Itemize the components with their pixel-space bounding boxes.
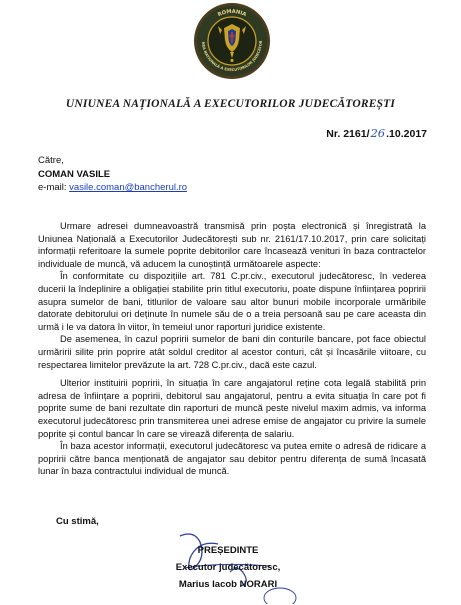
salutation: Către,: [38, 155, 64, 166]
reference-number-handwritten: 26: [370, 126, 386, 140]
signature-block: [163, 542, 293, 593]
organization-title: UNIUNEA NAȚIONALĂ A EXECUTORILOR JUDECĂTOREȘTI: [65, 98, 396, 110]
svg-text:UNIUNEA NAȚIONALĂ A EXECUTORIL: NEA NAȚIONALĂ A EXECUTORILOR JUDECĂTOR: [200, 40, 264, 73]
paragraph: De asemenea, în cazul popririi sumelor de bani din conturile bancare, pot face obiectul urmăririi silite prin poprire atât soldul creditor al acestor conturi, cât și încasările viitoare, cu respectarea limitelor prevăzute la art. 728 C.pr.civ., dacă este cazul.: [38, 334, 426, 370]
email-label: e-mail:: [38, 182, 70, 193]
paragraph: În baza acestor informații, executorul judecătoresc va putea emite o adresă de ridicare a popririi către banca menționată de angajator sau debitor pentru diferența de sumă încasată lunar în baza contractului individual de muncă.: [38, 441, 426, 477]
signatory-role: Executor judecătoresc,: [175, 562, 281, 573]
closing: Cu stimă,: [56, 516, 99, 527]
addressee-block: [38, 154, 187, 195]
signatory-title: PREȘEDINTE: [197, 545, 259, 556]
paragraph: Urmare adresei dumneavoastră transmisă prin poșta electronică și înregistrată la Uniunea Națională a Executorilor Judecătorești sub nr. 2161/17.10.2017, prin care solicitați informații referitoare la sumele poprite debitorilor care încasează venituri în baza contractelor individuale de muncă, vă aducem la cunoștință următoarele aspecte:: [38, 221, 426, 269]
reference-number: [326, 126, 427, 140]
email-link[interactable]: vasile.coman@bancherul.ro: [69, 182, 188, 193]
union-seal-logo: [193, 2, 271, 80]
addressee-name: COMAN VASILE: [38, 168, 111, 180]
reference-number-suffix: .10.2017: [386, 128, 427, 140]
signatory-name: Marius Iacob NORARI: [178, 579, 278, 590]
paragraph: În conformitate cu dispozițiile art. 781 C.pr.civ., executorul judecătoresc, în vederea ducerii la îndeplinire a obligației stabilite prin titlul executoriu, poate dispune înființarea popririi asupra sumelor de bani, titlurilor de valoare sau altor bunuri mobile incorporale urmăribile datorate debitorului ori deținute în numele său de o a treia persoană sau pe care aceasta din urmă i le va datora în viitor, în temeiul unor raporturi juridice existente.: [38, 271, 426, 332]
svg-text:ROMANIA: ROMANIA: [216, 8, 248, 19]
addressee-email-line: [38, 181, 187, 195]
letter-body: [38, 220, 426, 478]
paragraph: Ulterior instituirii popririi, în situația în care angajatorul reține cota legală stabilită prin adresa de înființare a popririi, debitorul sau angajatorul, pentru a evita situația în care pot fi poprite sume de bani rezultate din raporturi de muncă peste nivelul maxim admis, va informa executorul judecătoresc prin transmiterea unei adrese emise de angajator cu privire la sumele poprite și contul bancar în care se virează diferența de salariu.: [38, 378, 426, 439]
reference-number-prefix: Nr. 2161/: [326, 128, 370, 140]
